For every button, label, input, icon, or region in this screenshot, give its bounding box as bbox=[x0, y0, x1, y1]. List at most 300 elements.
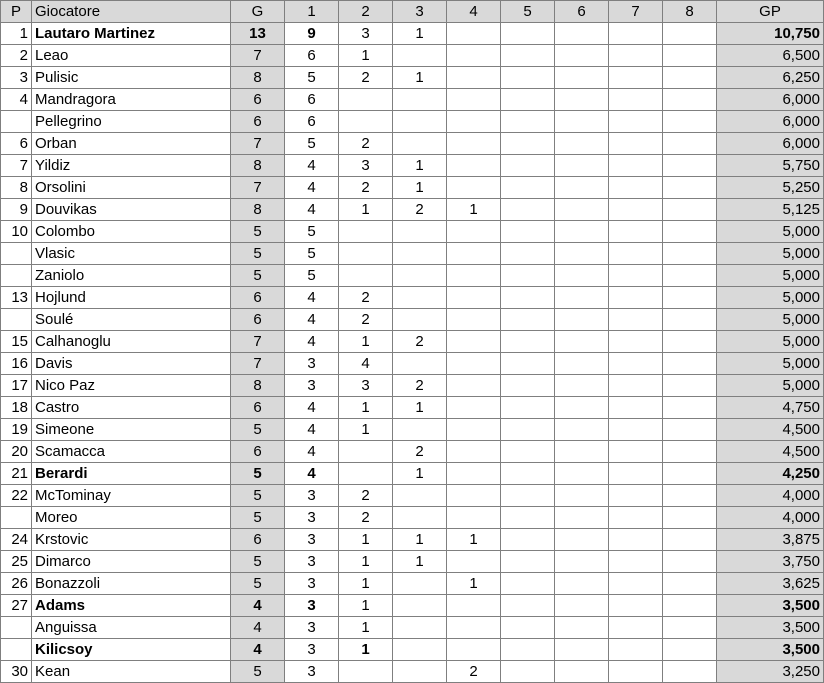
position-cell: 3 bbox=[1, 67, 32, 89]
position-cell: 7 bbox=[1, 155, 32, 177]
col-7-cell bbox=[609, 199, 663, 221]
col-7-cell bbox=[609, 45, 663, 67]
header-row bbox=[1, 1, 824, 23]
col-4-cell bbox=[447, 221, 501, 243]
col-7-cell bbox=[609, 639, 663, 661]
header-col-4: 4 bbox=[447, 1, 501, 23]
position-cell: 10 bbox=[1, 221, 32, 243]
table-row bbox=[1, 573, 824, 595]
position-cell: 26 bbox=[1, 573, 32, 595]
col-4-cell bbox=[447, 23, 501, 45]
games-cell: 6 bbox=[231, 529, 285, 551]
col-8-cell bbox=[663, 309, 717, 331]
col-4-cell bbox=[447, 243, 501, 265]
col-8-cell bbox=[663, 155, 717, 177]
col-3-cell bbox=[393, 353, 447, 375]
player-name-cell: Adams bbox=[32, 595, 231, 617]
position-cell: 30 bbox=[1, 661, 32, 683]
player-name-cell: Lautaro Martinez bbox=[32, 23, 231, 45]
col-3-cell: 2 bbox=[393, 331, 447, 353]
col-7-cell bbox=[609, 23, 663, 45]
col-4-cell bbox=[447, 155, 501, 177]
col-6-cell bbox=[555, 573, 609, 595]
col-1-cell: 5 bbox=[285, 67, 339, 89]
position-cell bbox=[1, 507, 32, 529]
player-name-cell: Nico Paz bbox=[32, 375, 231, 397]
gp-cell: 3,500 bbox=[717, 595, 824, 617]
gp-cell: 3,875 bbox=[717, 529, 824, 551]
col-3-cell bbox=[393, 243, 447, 265]
col-4-cell bbox=[447, 265, 501, 287]
header-gp: GP bbox=[717, 1, 824, 23]
col-8-cell bbox=[663, 551, 717, 573]
games-cell: 5 bbox=[231, 485, 285, 507]
games-cell: 5 bbox=[231, 507, 285, 529]
position-cell: 20 bbox=[1, 441, 32, 463]
col-4-cell bbox=[447, 309, 501, 331]
col-1-cell: 6 bbox=[285, 111, 339, 133]
col-7-cell bbox=[609, 573, 663, 595]
player-name-cell: Orsolini bbox=[32, 177, 231, 199]
col-2-cell bbox=[339, 661, 393, 683]
table-row bbox=[1, 375, 824, 397]
col-2-cell: 2 bbox=[339, 287, 393, 309]
col-4-cell bbox=[447, 441, 501, 463]
col-2-cell bbox=[339, 89, 393, 111]
col-6-cell bbox=[555, 375, 609, 397]
col-6-cell bbox=[555, 331, 609, 353]
games-cell: 5 bbox=[231, 243, 285, 265]
col-6-cell bbox=[555, 617, 609, 639]
col-7-cell bbox=[609, 287, 663, 309]
col-5-cell bbox=[501, 441, 555, 463]
gp-cell: 3,500 bbox=[717, 617, 824, 639]
col-4-cell bbox=[447, 177, 501, 199]
games-cell: 6 bbox=[231, 309, 285, 331]
table-row bbox=[1, 133, 824, 155]
table-row bbox=[1, 331, 824, 353]
games-cell: 5 bbox=[231, 265, 285, 287]
col-7-cell bbox=[609, 111, 663, 133]
player-name-cell: Dimarco bbox=[32, 551, 231, 573]
table-row bbox=[1, 397, 824, 419]
col-3-cell: 1 bbox=[393, 23, 447, 45]
col-4-cell: 1 bbox=[447, 529, 501, 551]
col-5-cell bbox=[501, 639, 555, 661]
col-3-cell: 2 bbox=[393, 199, 447, 221]
col-4-cell bbox=[447, 375, 501, 397]
col-2-cell bbox=[339, 111, 393, 133]
col-5-cell bbox=[501, 221, 555, 243]
player-name-cell: Moreo bbox=[32, 507, 231, 529]
col-5-cell bbox=[501, 243, 555, 265]
games-cell: 7 bbox=[231, 45, 285, 67]
col-4-cell bbox=[447, 89, 501, 111]
col-4-cell bbox=[447, 639, 501, 661]
col-3-cell bbox=[393, 485, 447, 507]
col-3-cell bbox=[393, 265, 447, 287]
games-cell: 7 bbox=[231, 331, 285, 353]
col-1-cell: 5 bbox=[285, 221, 339, 243]
games-cell: 8 bbox=[231, 67, 285, 89]
position-cell: 6 bbox=[1, 133, 32, 155]
header-position: P bbox=[1, 1, 32, 23]
col-7-cell bbox=[609, 485, 663, 507]
player-name-cell: Colombo bbox=[32, 221, 231, 243]
col-1-cell: 5 bbox=[285, 243, 339, 265]
player-name-cell: Kean bbox=[32, 661, 231, 683]
col-3-cell bbox=[393, 419, 447, 441]
col-2-cell: 1 bbox=[339, 595, 393, 617]
col-2-cell: 2 bbox=[339, 133, 393, 155]
table-row bbox=[1, 507, 824, 529]
table-row bbox=[1, 661, 824, 683]
player-name-cell: Yildiz bbox=[32, 155, 231, 177]
col-2-cell: 1 bbox=[339, 639, 393, 661]
col-4-cell bbox=[447, 67, 501, 89]
col-1-cell: 3 bbox=[285, 639, 339, 661]
col-8-cell bbox=[663, 45, 717, 67]
col-7-cell bbox=[609, 661, 663, 683]
col-1-cell: 3 bbox=[285, 507, 339, 529]
col-2-cell bbox=[339, 441, 393, 463]
col-8-cell bbox=[663, 353, 717, 375]
header-col-2: 2 bbox=[339, 1, 393, 23]
col-1-cell: 4 bbox=[285, 199, 339, 221]
col-6-cell bbox=[555, 67, 609, 89]
table-row bbox=[1, 23, 824, 45]
player-name-cell: Hojlund bbox=[32, 287, 231, 309]
col-8-cell bbox=[663, 507, 717, 529]
col-5-cell bbox=[501, 331, 555, 353]
table-row bbox=[1, 265, 824, 287]
games-cell: 6 bbox=[231, 287, 285, 309]
col-3-cell: 1 bbox=[393, 177, 447, 199]
col-2-cell: 2 bbox=[339, 485, 393, 507]
col-5-cell bbox=[501, 529, 555, 551]
col-5-cell bbox=[501, 309, 555, 331]
col-4-cell bbox=[447, 45, 501, 67]
col-7-cell bbox=[609, 221, 663, 243]
col-7-cell bbox=[609, 507, 663, 529]
col-7-cell bbox=[609, 133, 663, 155]
col-7-cell bbox=[609, 243, 663, 265]
table-row bbox=[1, 177, 824, 199]
position-cell: 2 bbox=[1, 45, 32, 67]
col-5-cell bbox=[501, 595, 555, 617]
gp-cell: 5,125 bbox=[717, 199, 824, 221]
col-2-cell: 1 bbox=[339, 573, 393, 595]
col-3-cell bbox=[393, 45, 447, 67]
col-5-cell bbox=[501, 485, 555, 507]
col-2-cell: 3 bbox=[339, 155, 393, 177]
player-name-cell: Kilicsoy bbox=[32, 639, 231, 661]
col-1-cell: 3 bbox=[285, 485, 339, 507]
position-cell: 24 bbox=[1, 529, 32, 551]
col-5-cell bbox=[501, 617, 555, 639]
col-6-cell bbox=[555, 155, 609, 177]
gp-cell: 4,250 bbox=[717, 463, 824, 485]
col-7-cell bbox=[609, 353, 663, 375]
position-cell bbox=[1, 243, 32, 265]
col-3-cell: 1 bbox=[393, 155, 447, 177]
col-3-cell bbox=[393, 89, 447, 111]
games-cell: 5 bbox=[231, 221, 285, 243]
col-1-cell: 4 bbox=[285, 441, 339, 463]
col-6-cell bbox=[555, 419, 609, 441]
games-cell: 4 bbox=[231, 595, 285, 617]
col-3-cell bbox=[393, 221, 447, 243]
player-name-cell: Krstovic bbox=[32, 529, 231, 551]
player-name-cell: Davis bbox=[32, 353, 231, 375]
position-cell: 9 bbox=[1, 199, 32, 221]
gp-cell: 3,500 bbox=[717, 639, 824, 661]
col-1-cell: 4 bbox=[285, 287, 339, 309]
col-5-cell bbox=[501, 397, 555, 419]
col-8-cell bbox=[663, 221, 717, 243]
player-name-cell: Berardi bbox=[32, 463, 231, 485]
col-1-cell: 3 bbox=[285, 617, 339, 639]
col-8-cell bbox=[663, 89, 717, 111]
col-7-cell bbox=[609, 375, 663, 397]
col-8-cell bbox=[663, 419, 717, 441]
col-6-cell bbox=[555, 309, 609, 331]
col-5-cell bbox=[501, 89, 555, 111]
gp-cell: 4,750 bbox=[717, 397, 824, 419]
col-3-cell: 2 bbox=[393, 375, 447, 397]
position-cell: 15 bbox=[1, 331, 32, 353]
col-2-cell: 1 bbox=[339, 45, 393, 67]
col-3-cell bbox=[393, 573, 447, 595]
col-6-cell bbox=[555, 353, 609, 375]
games-cell: 5 bbox=[231, 463, 285, 485]
col-4-cell: 1 bbox=[447, 199, 501, 221]
table-row bbox=[1, 485, 824, 507]
col-6-cell bbox=[555, 463, 609, 485]
position-cell: 1 bbox=[1, 23, 32, 45]
gp-cell: 6,000 bbox=[717, 111, 824, 133]
gp-cell: 5,750 bbox=[717, 155, 824, 177]
table-row bbox=[1, 639, 824, 661]
position-cell: 17 bbox=[1, 375, 32, 397]
player-name-cell: Mandragora bbox=[32, 89, 231, 111]
col-2-cell: 2 bbox=[339, 177, 393, 199]
table-row bbox=[1, 199, 824, 221]
col-6-cell bbox=[555, 177, 609, 199]
position-cell: 19 bbox=[1, 419, 32, 441]
col-4-cell bbox=[447, 397, 501, 419]
gp-cell: 5,250 bbox=[717, 177, 824, 199]
games-cell: 7 bbox=[231, 133, 285, 155]
col-6-cell bbox=[555, 485, 609, 507]
col-6-cell bbox=[555, 639, 609, 661]
table-header bbox=[1, 1, 824, 23]
col-2-cell: 1 bbox=[339, 331, 393, 353]
col-1-cell: 3 bbox=[285, 551, 339, 573]
player-name-cell: Soulé bbox=[32, 309, 231, 331]
col-8-cell bbox=[663, 617, 717, 639]
gp-cell: 4,500 bbox=[717, 419, 824, 441]
header-games: G bbox=[231, 1, 285, 23]
col-4-cell bbox=[447, 419, 501, 441]
col-2-cell: 3 bbox=[339, 23, 393, 45]
position-cell: 27 bbox=[1, 595, 32, 617]
col-4-cell bbox=[447, 287, 501, 309]
table-row bbox=[1, 111, 824, 133]
header-col-1: 1 bbox=[285, 1, 339, 23]
col-1-cell: 4 bbox=[285, 155, 339, 177]
col-1-cell: 3 bbox=[285, 529, 339, 551]
col-3-cell bbox=[393, 507, 447, 529]
col-5-cell bbox=[501, 265, 555, 287]
col-8-cell bbox=[663, 177, 717, 199]
col-8-cell bbox=[663, 111, 717, 133]
col-3-cell bbox=[393, 287, 447, 309]
col-6-cell bbox=[555, 243, 609, 265]
col-5-cell bbox=[501, 199, 555, 221]
col-2-cell: 2 bbox=[339, 507, 393, 529]
col-7-cell bbox=[609, 419, 663, 441]
col-2-cell: 1 bbox=[339, 617, 393, 639]
games-cell: 5 bbox=[231, 419, 285, 441]
col-5-cell bbox=[501, 419, 555, 441]
gp-cell: 3,750 bbox=[717, 551, 824, 573]
col-1-cell: 3 bbox=[285, 353, 339, 375]
col-6-cell bbox=[555, 397, 609, 419]
col-7-cell bbox=[609, 529, 663, 551]
table-body bbox=[1, 23, 824, 683]
col-1-cell: 4 bbox=[285, 419, 339, 441]
col-6-cell bbox=[555, 529, 609, 551]
table-row bbox=[1, 287, 824, 309]
player-name-cell: Zaniolo bbox=[32, 265, 231, 287]
gp-cell: 10,750 bbox=[717, 23, 824, 45]
player-name-cell: McTominay bbox=[32, 485, 231, 507]
col-4-cell: 1 bbox=[447, 573, 501, 595]
player-name-cell: Vlasic bbox=[32, 243, 231, 265]
games-cell: 7 bbox=[231, 353, 285, 375]
games-cell: 5 bbox=[231, 551, 285, 573]
position-cell: 13 bbox=[1, 287, 32, 309]
col-6-cell bbox=[555, 111, 609, 133]
col-5-cell bbox=[501, 133, 555, 155]
col-8-cell bbox=[663, 133, 717, 155]
col-5-cell bbox=[501, 111, 555, 133]
games-cell: 6 bbox=[231, 89, 285, 111]
col-7-cell bbox=[609, 265, 663, 287]
col-5-cell bbox=[501, 287, 555, 309]
col-8-cell bbox=[663, 573, 717, 595]
player-name-cell: Leao bbox=[32, 45, 231, 67]
col-1-cell: 4 bbox=[285, 309, 339, 331]
col-3-cell: 1 bbox=[393, 551, 447, 573]
col-1-cell: 4 bbox=[285, 177, 339, 199]
col-3-cell: 1 bbox=[393, 397, 447, 419]
col-6-cell bbox=[555, 287, 609, 309]
col-7-cell bbox=[609, 177, 663, 199]
games-cell: 5 bbox=[231, 573, 285, 595]
player-name-cell: Douvikas bbox=[32, 199, 231, 221]
col-6-cell bbox=[555, 507, 609, 529]
header-col-5: 5 bbox=[501, 1, 555, 23]
player-name-cell: Anguissa bbox=[32, 617, 231, 639]
col-8-cell bbox=[663, 595, 717, 617]
table-row bbox=[1, 463, 824, 485]
col-8-cell bbox=[663, 375, 717, 397]
player-name-cell: Scamacca bbox=[32, 441, 231, 463]
gp-cell: 4,500 bbox=[717, 441, 824, 463]
col-2-cell bbox=[339, 243, 393, 265]
table-row bbox=[1, 617, 824, 639]
position-cell bbox=[1, 111, 32, 133]
games-cell: 7 bbox=[231, 177, 285, 199]
col-1-cell: 4 bbox=[285, 397, 339, 419]
header-col-8: 8 bbox=[663, 1, 717, 23]
gp-cell: 5,000 bbox=[717, 331, 824, 353]
gp-cell: 5,000 bbox=[717, 221, 824, 243]
table-row bbox=[1, 221, 824, 243]
gp-cell: 6,500 bbox=[717, 45, 824, 67]
col-7-cell bbox=[609, 397, 663, 419]
games-cell: 4 bbox=[231, 617, 285, 639]
col-4-cell bbox=[447, 551, 501, 573]
col-2-cell: 4 bbox=[339, 353, 393, 375]
col-3-cell bbox=[393, 309, 447, 331]
col-8-cell bbox=[663, 243, 717, 265]
table-row bbox=[1, 595, 824, 617]
col-3-cell: 1 bbox=[393, 67, 447, 89]
col-6-cell bbox=[555, 661, 609, 683]
table-row bbox=[1, 551, 824, 573]
col-7-cell bbox=[609, 309, 663, 331]
games-cell: 6 bbox=[231, 441, 285, 463]
games-cell: 8 bbox=[231, 155, 285, 177]
col-2-cell: 2 bbox=[339, 309, 393, 331]
col-6-cell bbox=[555, 595, 609, 617]
col-4-cell bbox=[447, 595, 501, 617]
col-4-cell bbox=[447, 133, 501, 155]
games-cell: 13 bbox=[231, 23, 285, 45]
player-name-cell: Pellegrino bbox=[32, 111, 231, 133]
col-8-cell bbox=[663, 287, 717, 309]
gp-cell: 5,000 bbox=[717, 375, 824, 397]
col-3-cell bbox=[393, 661, 447, 683]
games-cell: 6 bbox=[231, 397, 285, 419]
player-name-cell: Orban bbox=[32, 133, 231, 155]
col-5-cell bbox=[501, 507, 555, 529]
col-5-cell bbox=[501, 23, 555, 45]
col-8-cell bbox=[663, 639, 717, 661]
position-cell: 25 bbox=[1, 551, 32, 573]
games-cell: 8 bbox=[231, 375, 285, 397]
col-8-cell bbox=[663, 441, 717, 463]
col-5-cell bbox=[501, 573, 555, 595]
col-3-cell: 1 bbox=[393, 529, 447, 551]
col-8-cell bbox=[663, 463, 717, 485]
player-name-cell: Castro bbox=[32, 397, 231, 419]
col-8-cell bbox=[663, 529, 717, 551]
gp-cell: 5,000 bbox=[717, 353, 824, 375]
col-8-cell bbox=[663, 397, 717, 419]
table-row bbox=[1, 89, 824, 111]
header-col-7: 7 bbox=[609, 1, 663, 23]
col-2-cell: 1 bbox=[339, 199, 393, 221]
position-cell: 4 bbox=[1, 89, 32, 111]
table-row bbox=[1, 243, 824, 265]
col-7-cell bbox=[609, 331, 663, 353]
col-4-cell bbox=[447, 463, 501, 485]
col-1-cell: 3 bbox=[285, 375, 339, 397]
